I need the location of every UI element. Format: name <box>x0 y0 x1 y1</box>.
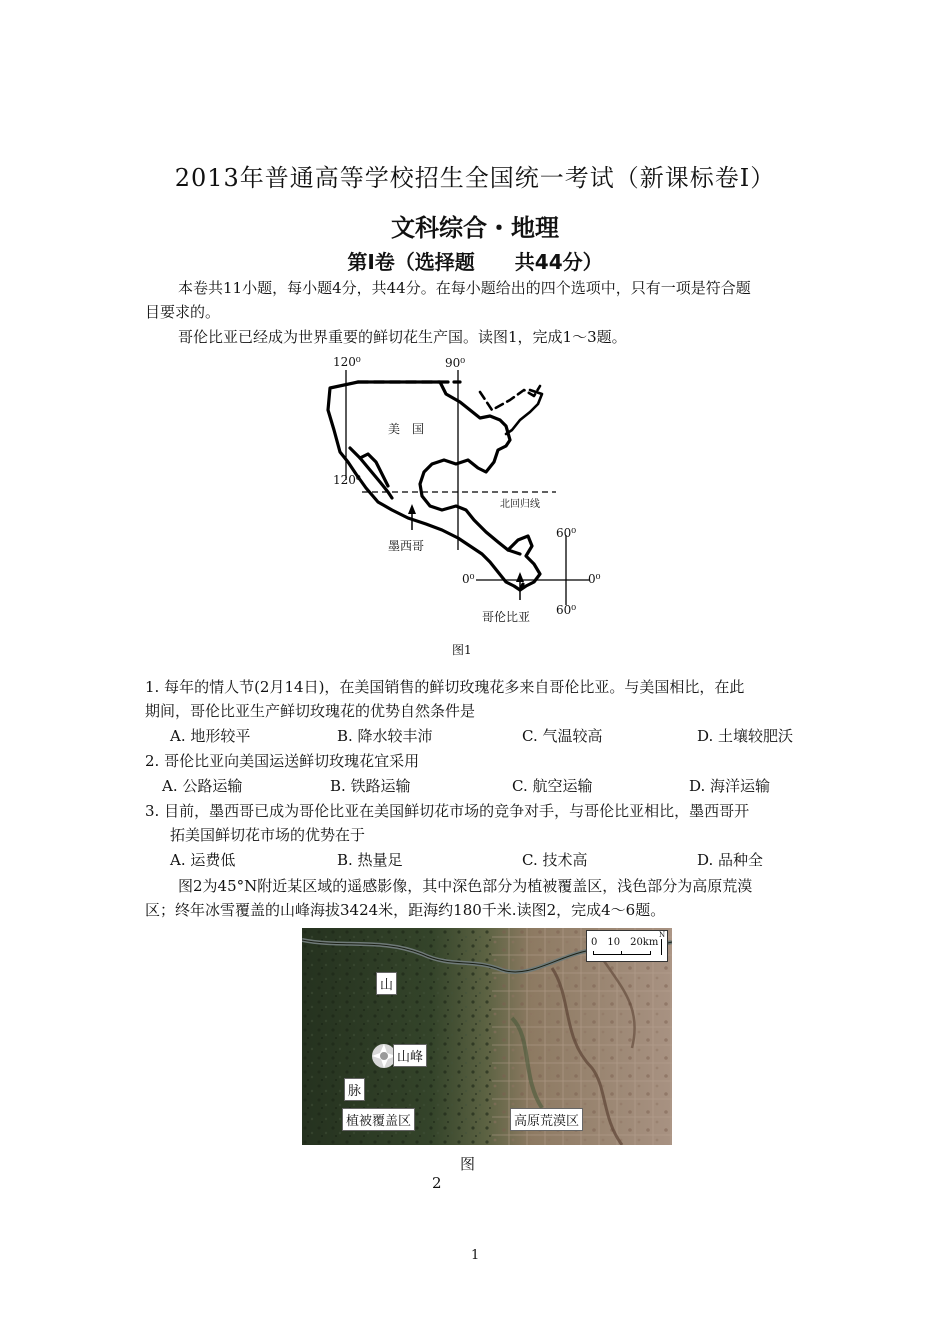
label-eq-left: 0⁰ <box>462 572 475 586</box>
label-60-top: 60⁰ <box>556 526 577 540</box>
figure-1-caption: 图1 <box>452 643 472 657</box>
part-title: 第I卷（选择题 共44分） <box>347 250 603 274</box>
q2-stem: 2. 哥伦比亚向美国运送鲜切玫瑰花宜采用 <box>145 752 420 770</box>
context-2-line-2: 区；终年冰雪覆盖的山峰海拔3424米，距海约180千米.读图2，完成4～6题。 <box>145 901 666 919</box>
label-desert-zone: 高原荒漠区 <box>510 1108 583 1131</box>
q2-option-b: B. 铁路运输 <box>330 777 411 795</box>
figure-2-caption-b: 2 <box>432 1174 442 1192</box>
label-120-bottom: 120⁰ <box>333 473 361 487</box>
label-vegetation-zone: 植被覆盖区 <box>342 1108 415 1131</box>
context-2-line-1: 图2为45°N附近某区域的遥感影像，其中深色部分为植被覆盖区，浅色部分为高原荒漠 <box>178 877 753 895</box>
label-120-top: 120⁰ <box>333 355 361 369</box>
label-mai: 脉 <box>344 1078 365 1101</box>
scale-bar-label: 0 10 20km <box>591 937 659 948</box>
scale-bar <box>593 951 651 955</box>
gulf-of-california <box>360 454 388 486</box>
figure-2-caption-a: 图 <box>460 1155 476 1173</box>
label-90-top: 90⁰ <box>445 356 466 370</box>
label-usa: 美 国 <box>388 422 425 436</box>
intro-line-2: 目要求的。 <box>145 303 221 321</box>
q2-option-d: D. 海洋运输 <box>689 777 771 795</box>
figure-1-map <box>320 350 620 635</box>
exam-title: 2013年普通高等学校招生全国统一考试（新课标卷I） <box>174 164 776 192</box>
intro-line-1: 本卷共11小题，每小题4分，共44分。在每小题给出的四个选项中，只有一项是符合题 <box>178 279 751 297</box>
q3-option-a: A. 运费低 <box>170 851 236 869</box>
label-tropic: 北回归线 <box>500 499 540 510</box>
q3-stem-line-2: 拓美国鲜切花市场的优势在于 <box>170 826 366 844</box>
label-mexico: 墨西哥 <box>388 539 425 553</box>
figure-2-satellite-image <box>302 928 672 1145</box>
label-peak: 山峰 <box>393 1044 427 1067</box>
label-eq-right: 0⁰ <box>588 572 601 586</box>
coastline-northeast <box>506 390 542 434</box>
q1-stem-line-1: 1. 每年的情人节(2月14日)，在美国销售的鲜切玫瑰花多来自哥伦比亚。与美国相比，在此 <box>145 678 745 696</box>
q3-stem-line-1: 3. 目前，墨西哥已成为哥伦比亚在美国鲜切花市场的竞争对手，与哥伦比亚相比，墨西哥开 <box>145 802 750 820</box>
q1-option-b: B. 降水较丰沛 <box>337 727 433 745</box>
q3-option-c: C. 技术高 <box>522 851 588 869</box>
q3-option-d: D. 品种全 <box>697 851 764 869</box>
context-1: 哥伦比亚已经成为世界重要的鲜切花生产国。读图1，完成1～3题。 <box>178 328 627 346</box>
label-60-bottom: 60⁰ <box>556 603 577 617</box>
subject-title: 文科综合・地理 <box>391 214 559 242</box>
scale-bar-tick <box>621 951 622 954</box>
q1-option-c: C. 气温较高 <box>522 727 603 745</box>
q1-option-d: D. 土壤较肥沃 <box>697 727 794 745</box>
colombia-outline <box>508 536 540 590</box>
north-label: N <box>659 931 666 939</box>
scale-bar-box <box>586 930 668 962</box>
q2-option-c: C. 航空运输 <box>512 777 593 795</box>
q1-option-a: A. 地形较平 <box>170 727 251 745</box>
north-arrow-icon <box>661 939 662 955</box>
q2-option-a: A. 公路运输 <box>162 777 243 795</box>
q3-option-b: B. 热量足 <box>337 851 403 869</box>
page-number: 1 <box>471 1248 480 1263</box>
label-colombia: 哥伦比亚 <box>482 610 531 624</box>
q1-stem-line-2: 期间，哥伦比亚生产鲜切玫瑰花的优势自然条件是 <box>145 702 476 720</box>
label-shan: 山 <box>376 972 397 995</box>
